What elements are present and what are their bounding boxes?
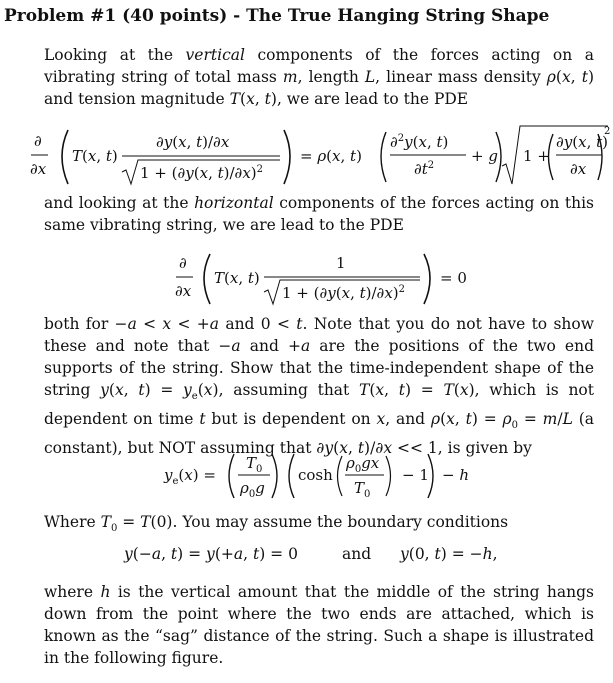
horizontal-pde-equation bbox=[0, 248, 613, 310]
svg-text:∂2y(x, t): ∂$^2$y(x, t) bbox=[390, 133, 449, 151]
paragraph-vertical-components: Looking at the vertical components of the forces acting on a vibrating string of total mass m, length L, linear mass density ρ(x, t) and tension magnitude T(x, t), we are lead to the PDE bbox=[44, 46, 594, 108]
svg-text:− 1: − 1 bbox=[402, 466, 429, 484]
vertical-pde-equation bbox=[0, 122, 613, 190]
svg-text:1 + (∂y(x, t)/∂x)2: 1 + (∂y(x, t)/∂x)$^2$ bbox=[140, 164, 264, 182]
svg-text:= ρ(x, t): = ρ(x, t) bbox=[300, 147, 362, 165]
svg-text:∂y(x, t): ∂y(x, t) bbox=[556, 133, 609, 151]
svg-text:− h: − h bbox=[442, 466, 470, 484]
problem-title: Problem #1 (40 points) - The True Hanging String Shape bbox=[4, 6, 550, 26]
svg-text:1 +: 1 + bbox=[523, 147, 550, 165]
boundary-condition-and: and bbox=[342, 545, 372, 563]
svg-text:∂t2: $\partial t^2$ bbox=[414, 160, 435, 178]
paragraph-horizontal-components: and looking at the horizontal components of the forces acting on this same vibrating string, we are lead to the PDE bbox=[44, 194, 594, 234]
paragraph-problem-statement: both for −a < x < +a and 0 < t. Note that you do not have to show these and note that −a and +a are the positions of the two end supports of the string. Show that the time-independent shape of the string y(x, $t) = y_e(x)$, assuming that T(x, t) = T(x), which is not dependent on time t but is dependent on x, and ρ(x, $t) = \rho_0 = m/L$ (a constant), but NOT assuming that ∂y(x, t)/∂x << 1, is given by bbox=[44, 315, 594, 458]
svg-text:T0: $T_0$ bbox=[246, 454, 263, 475]
svg-text:2: 2 bbox=[604, 126, 611, 137]
svg-text:ρ0g: $\rho_0g$ bbox=[240, 479, 265, 500]
boundary-condition-ends: y(−a, t) = y(+a, t) = 0 bbox=[124, 545, 298, 563]
svg-text:T0: $T_0$ bbox=[354, 479, 371, 500]
svg-text:ρ0gx: $\rho_0gx$ bbox=[346, 454, 380, 475]
svg-text:1: 1 bbox=[336, 254, 346, 272]
solution-equation bbox=[0, 448, 613, 504]
svg-text:ye(x) =: $y_e(x)$ = bbox=[164, 466, 216, 487]
svg-text:∂x: ∂x bbox=[175, 282, 192, 300]
svg-text:∂x: ∂x bbox=[570, 160, 587, 178]
svg-text:+ g: + g bbox=[471, 147, 498, 165]
svg-text:∂: ∂ bbox=[34, 132, 42, 150]
paragraph-sag-description: where h is the vertical amount that the middle of the string hangs down from the point where the two ends are attached, which is known as the “sag” distance of the string. Such a shape is illustrated in the following figure. bbox=[44, 583, 594, 667]
svg-text:= 0: = 0 bbox=[440, 269, 467, 287]
svg-text:∂x: ∂x bbox=[30, 160, 47, 178]
svg-text:cosh: cosh bbox=[298, 466, 333, 484]
svg-text:∂y(x, t)/∂x: ∂y(x, t)/∂x bbox=[156, 133, 230, 151]
svg-text:T(x, t): T(x, t) bbox=[214, 269, 260, 287]
boundary-condition-middle: y(0, t) = −h, bbox=[400, 545, 498, 563]
svg-text:∂: ∂ bbox=[179, 254, 187, 272]
paragraph-boundary-intro: Where $T_0 = T(0)$. You may assume the boundary conditions bbox=[44, 513, 509, 535]
svg-text:T(x, t): T(x, t) bbox=[72, 147, 118, 165]
svg-text:1 + (∂y(x, t)/∂x)2: 1 + (∂y(x, t)/∂x)$^2$ bbox=[282, 284, 406, 302]
